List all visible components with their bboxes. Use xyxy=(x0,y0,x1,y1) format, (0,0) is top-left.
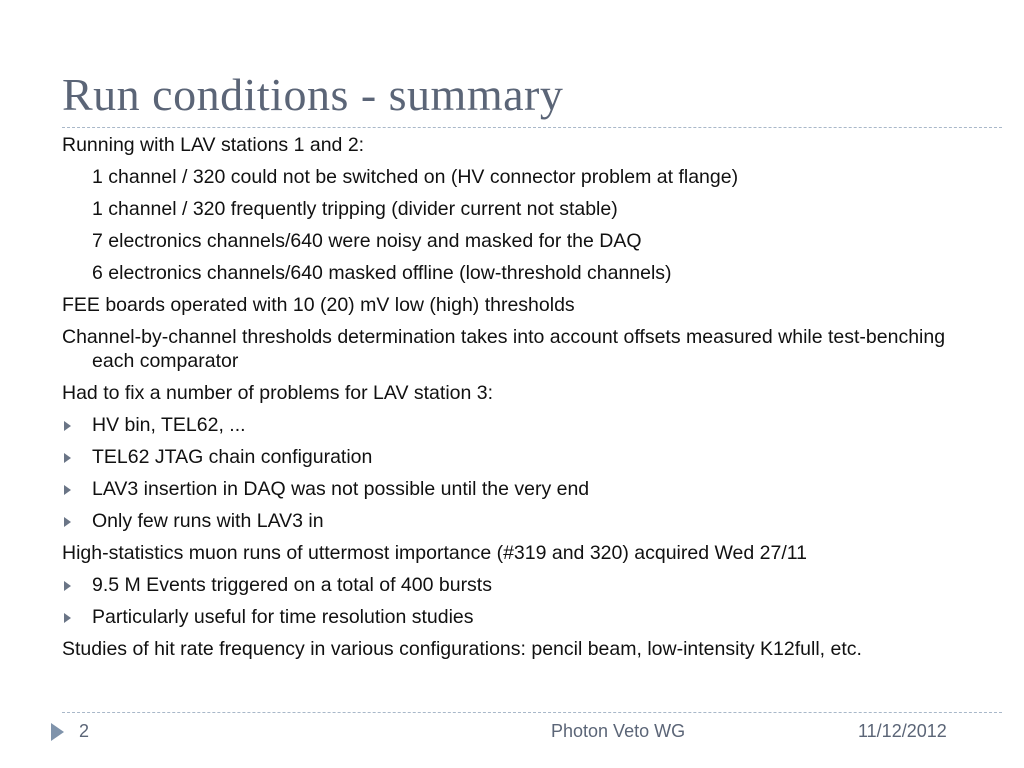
title-divider xyxy=(62,127,1002,128)
text-line-indented: 6 electronics channels/640 masked offline (low-threshold channels) xyxy=(92,262,672,284)
triangle-bullet-icon xyxy=(64,581,71,591)
bullet-item xyxy=(62,477,992,501)
text-line: FEE boards operated with 10 (20) mV low (high) thresholds xyxy=(62,294,575,316)
triangle-bullet-icon xyxy=(64,421,71,431)
text-line: High-statistics muon runs of uttermost importance (#319 and 320) acquired Wed 27/11 xyxy=(62,542,807,564)
bullet-text: LAV3 insertion in DAQ was not possible until the very end xyxy=(92,478,590,500)
bullet-item xyxy=(62,445,992,469)
footer-center-text: Photon Veto WG xyxy=(551,721,686,741)
page-number: 2 xyxy=(79,721,90,741)
text-line-indented: 7 electronics channels/640 were noisy and masked for the DAQ xyxy=(92,230,642,252)
text-line-indented: 1 channel / 320 could not be switched on (HV connector problem at flange) xyxy=(92,166,739,188)
text-line: Running with LAV stations 1 and 2: xyxy=(62,134,365,156)
footer-date: 11/12/2012 xyxy=(858,721,947,741)
triangle-footer-icon xyxy=(51,723,64,741)
bullet-text: Particularly useful for time resolution studies xyxy=(92,606,474,628)
bullet-item xyxy=(62,573,992,597)
bullet-text: HV bin, TEL62, ... xyxy=(92,414,246,436)
slide-body xyxy=(62,133,992,669)
slide-title: Run conditions - summary xyxy=(62,69,564,120)
bullet-item xyxy=(62,605,992,629)
triangle-bullet-icon xyxy=(64,485,71,495)
bullet-text: Only few runs with LAV3 in xyxy=(92,510,324,532)
footer-divider xyxy=(62,712,1002,713)
text-line-wrapped: Channel-by-channel thresholds determination takes into account offsets measured while test-benching each comparator xyxy=(62,326,946,372)
text-line: Had to fix a number of problems for LAV station 3: xyxy=(62,382,494,404)
bullet-text: 9.5 M Events triggered on a total of 400 bursts xyxy=(92,574,492,596)
bullet-text: TEL62 JTAG chain configuration xyxy=(92,446,373,468)
bullet-item xyxy=(62,413,992,437)
triangle-bullet-icon xyxy=(64,613,71,623)
triangle-bullet-icon xyxy=(64,453,71,463)
text-line-indented: 1 channel / 320 frequently tripping (divider current not stable) xyxy=(92,198,618,220)
triangle-bullet-icon xyxy=(64,517,71,527)
bullet-item xyxy=(62,509,992,533)
text-line: Studies of hit rate frequency in various configurations: pencil beam, low-intensity K12full, etc. xyxy=(62,638,862,660)
